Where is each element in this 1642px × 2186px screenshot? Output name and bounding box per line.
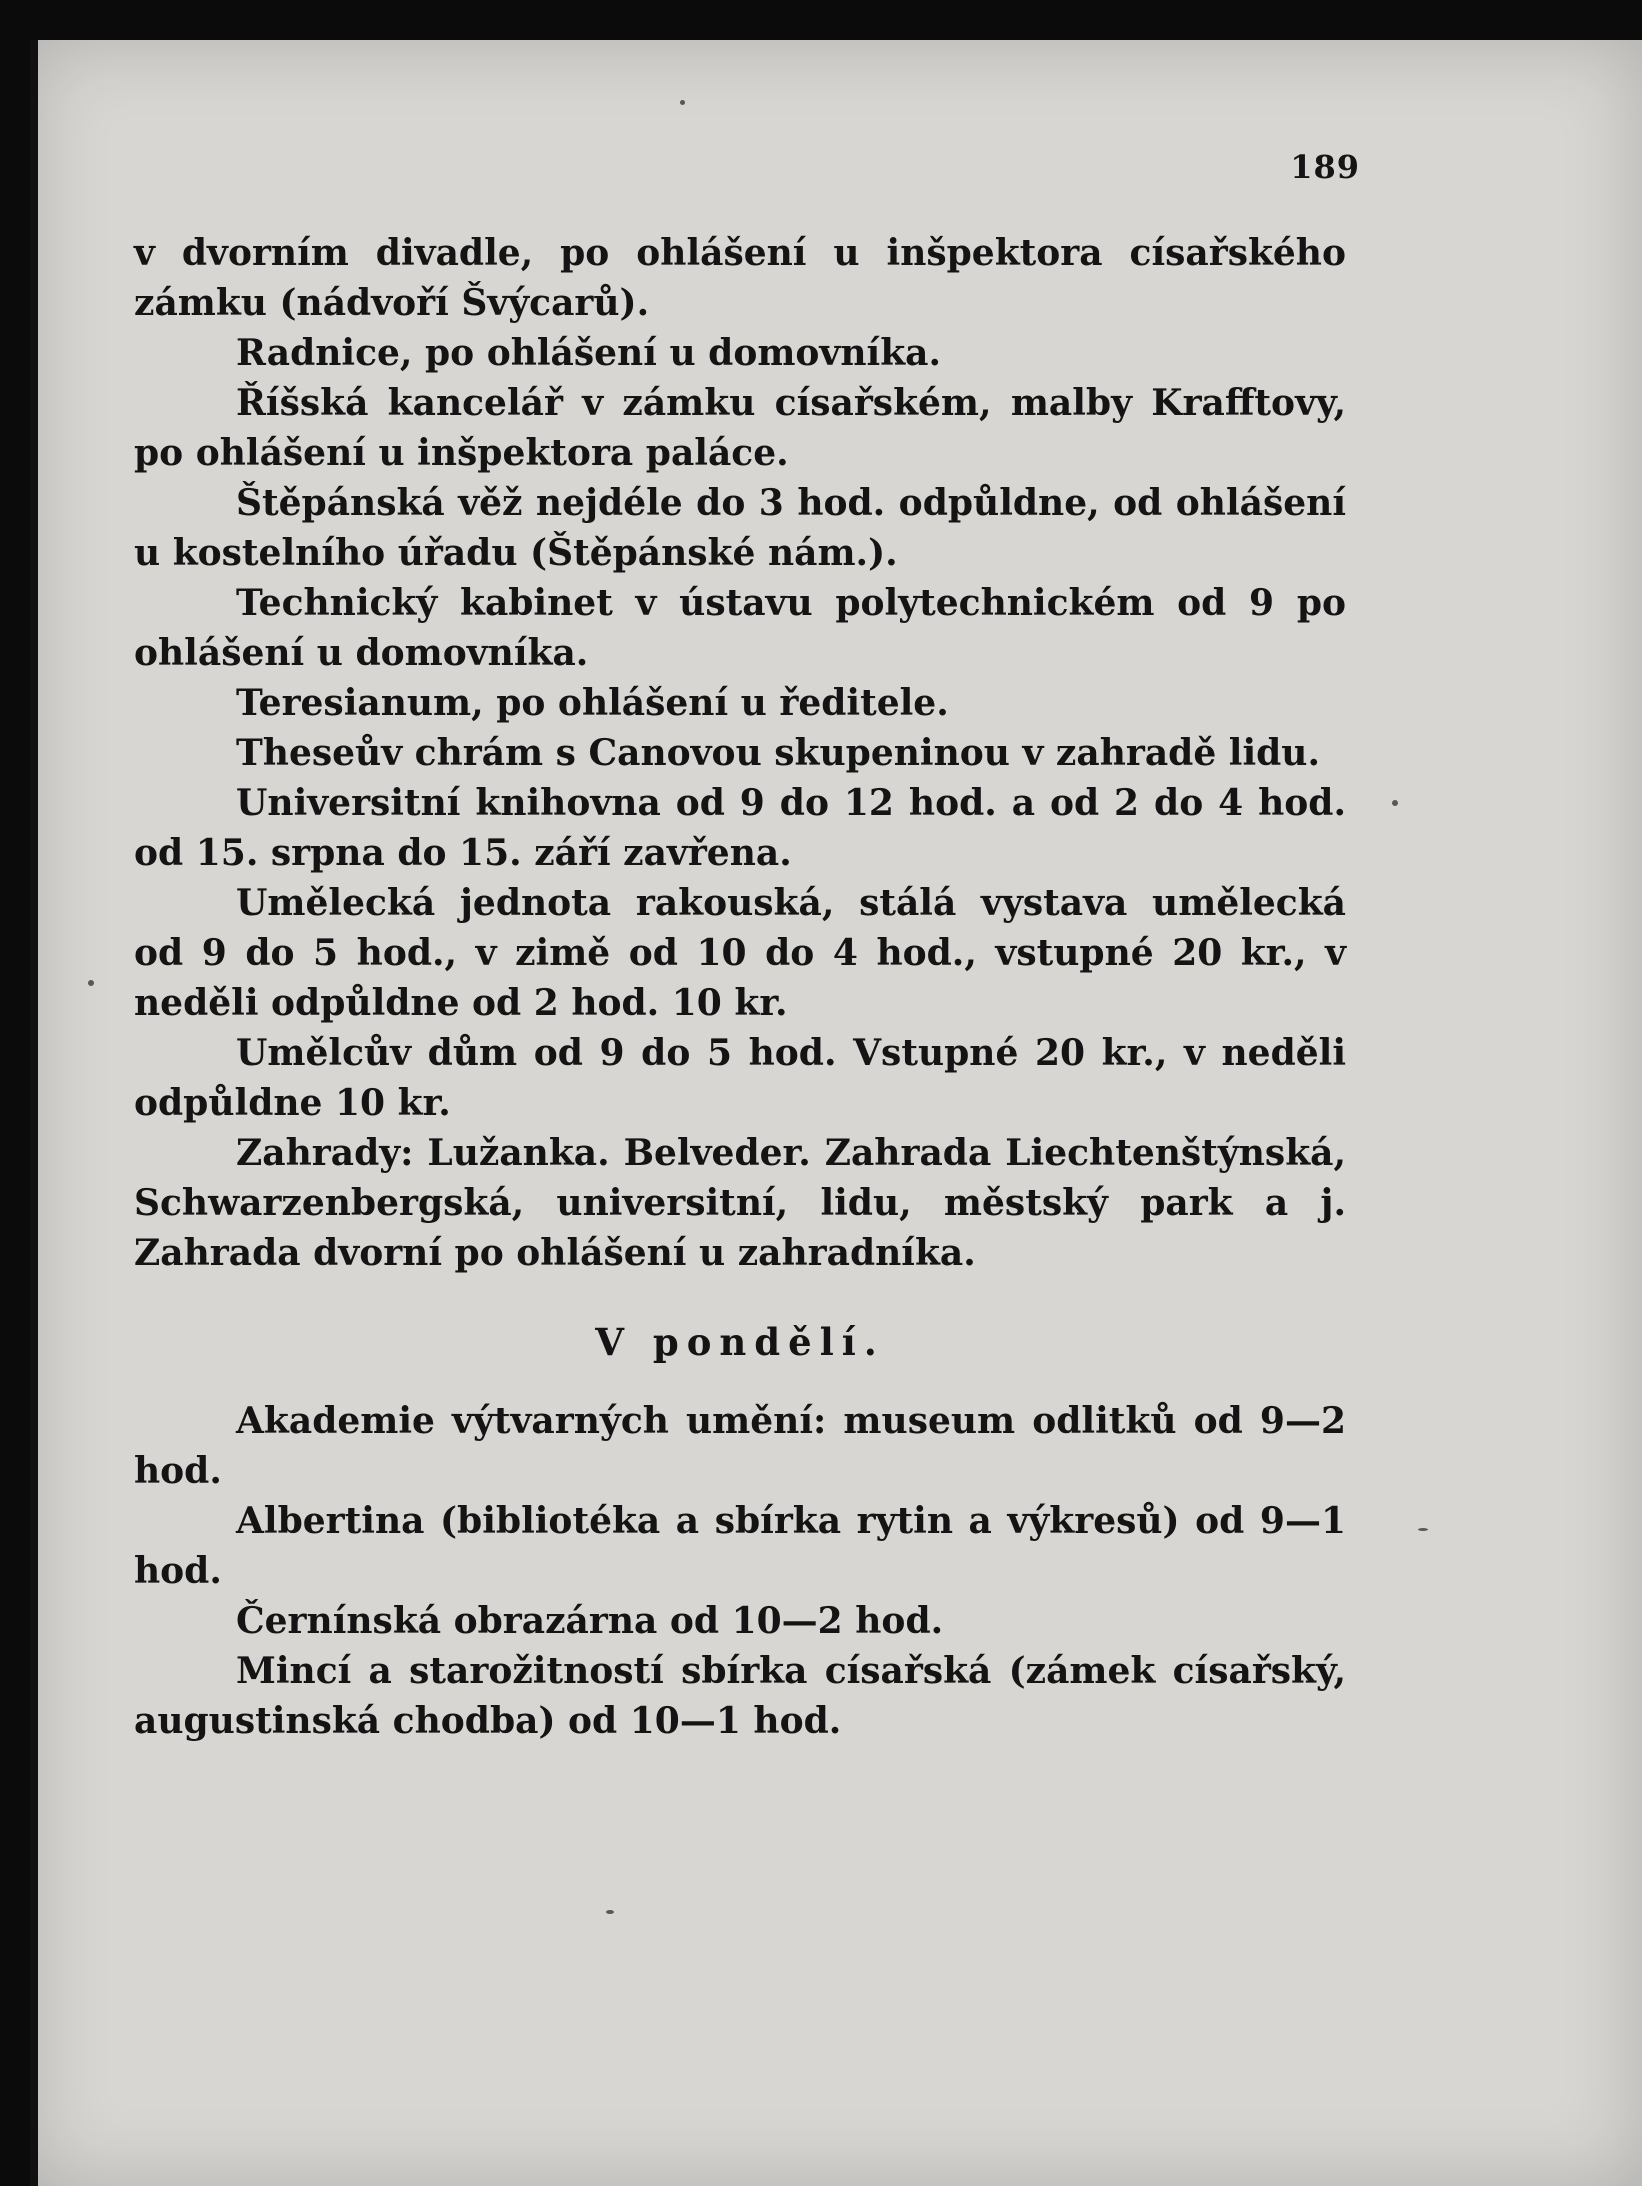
paragraph: Universitní knihovna od 9 do 12 hod. a od 2 do 4 hod. od 15. srpna do 15. září zavřena. [134, 782, 1346, 874]
paragraph: Umělecká jednota rakouská, stálá vystava umělecká od 9 do 5 hod., v zimě od 10 do 4 hod., vstupné 20 kr., v neděli odpůldne od 2 hod. 10 kr. [134, 882, 1346, 1024]
paragraph: Štěpánská věž nejdéle do 3 hod. odpůldne, od ohlášení u kostelního úřadu (Štěpánské nám.). [134, 482, 1346, 574]
page-number: 189 [1290, 148, 1360, 186]
print-speck [1418, 1528, 1428, 1531]
paragraph: Umělcův dům od 9 do 5 hod. Vstupné 20 kr., v neděli odpůldne 10 kr. [134, 1032, 1346, 1124]
section-heading: V pondělí. [595, 1320, 885, 1364]
print-speck [88, 980, 94, 986]
paragraph: Albertina (bibliotéka a sbírka rytin a výkresů) od 9—1 hod. [134, 1500, 1346, 1592]
page-body [134, 228, 1346, 1746]
print-speck [680, 100, 685, 105]
paragraph: Akademie výtvarných umění: museum odlitků od 9—2 hod. [134, 1400, 1346, 1492]
paragraph: Zahrady: Lužanka. Belveder. Zahrada Liechtenštýnská, Schwarzenbergská, universitní, lidu, městský park a j. Zahrada dvorní po ohlášení u zahradníka. [134, 1132, 1346, 1274]
paragraph: Černínská obrazárna od 10—2 hod. [236, 1600, 944, 1642]
print-speck [1392, 800, 1398, 806]
paragraph: Teresianum, po ohlášení u ředitele. [236, 682, 949, 724]
book-page [30, 40, 1642, 2186]
paragraph: Radnice, po ohlášení u domovníka. [236, 332, 942, 374]
paragraph: Mincí a starožitností sbírka císařská (zámek císařský, augustinská chodba) od 10—1 hod. [134, 1650, 1346, 1742]
page-spine-edge [30, 40, 38, 2186]
paragraph: Technický kabinet v ústavu polytechnickém od 9 po ohlášení u domovníka. [134, 582, 1346, 674]
paragraph: v dvorním divadle, po ohlášení u inšpektora císařského zámku (nádvoří Švýcarů). [134, 232, 1346, 324]
print-speck [606, 1910, 614, 1914]
paragraph: Říšská kancelář v zámku císařském, malby Krafftovy, po ohlášení u inšpektora paláce. [134, 382, 1346, 474]
paragraph: Theseův chrám s Canovou skupeninou v zahradě lidu. [236, 732, 1321, 774]
